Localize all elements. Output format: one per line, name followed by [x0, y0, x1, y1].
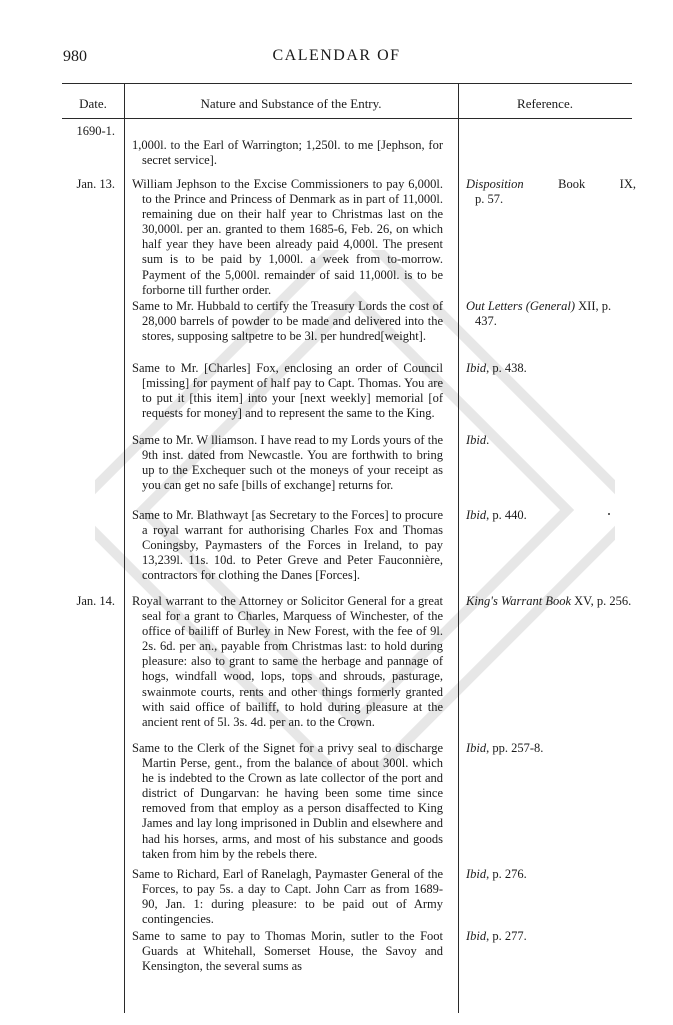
entry-date: Jan. 14.: [76, 594, 115, 608]
reference-title: Ibid: [466, 929, 487, 943]
reference-title: Out Letters (General): [466, 299, 576, 313]
reference-rest: , p. 438.: [486, 361, 527, 375]
entry-date: Jan. 13.: [76, 177, 115, 191]
reference-title: Ibid: [466, 741, 487, 755]
stray-mark: [608, 513, 610, 515]
entry-text: Same to the Clerk of the Signet for a privy seal to discharge Martin Perse, gent., from the balance of about 300l. which he is indebted to the Crown as late collector of the port and district of Dungarvan: he having been some time since removed from that employ as a person disaffected to King James and lay long imprisoned in Dublin and elsewhere and had his horses, arms, and most of his substance and goods taken from him by the rebels there.: [132, 741, 443, 861]
reference-rest: XII, p. 437.: [475, 299, 612, 328]
reference-rest: XV, p. 256.: [571, 594, 632, 608]
entry-reference: [466, 299, 636, 329]
column-header-reference: Reference.: [517, 96, 573, 111]
entry-reference: [466, 508, 636, 523]
entry-reference: [466, 929, 636, 944]
reference-volume: IX,: [619, 177, 636, 191]
running-head: CALENDAR OF: [272, 47, 401, 64]
entry-text: Royal warrant to the Attorney or Solicitor General for a great seal for a grant to Charles, Marquess of Winchester, of the office of bailiff of Burley in New Forest, with the fee of 9l. 2s. 6d. per an., payable from Christmas last: to hold during pleasure: also to grant to same the herbage and pannage of hogs, windfall wood, lops, tops and shrouds, pasturage, swainmote courts, rents and other things formerly granted with said office of bailiff, to hold during pleasure at the ancient rent of 5l. 3s. 4d. per an. to the Crown.: [132, 594, 443, 729]
column-header-nature: Nature and Substance of the Entry.: [200, 96, 382, 111]
reference-title: King's Warrant Book: [466, 594, 571, 608]
column-header-date: Date.: [79, 96, 107, 111]
entry-reference: [466, 867, 636, 882]
reference-title: Disposition: [466, 177, 524, 191]
entry-text: Same to same to pay to Thomas Morin, sutler to the Foot Guards at Whitehall, Somerset House, the Savoy and Kensington, the several sums as: [132, 929, 443, 974]
reference-title: Ibid: [466, 361, 487, 375]
entry-text: Same to Mr. Hubbald to certify the Treasury Lords the cost of 28,000 barrels of powder to be made and delivered into the stores, supposing saltpetre to be 3l. per hundred[weight].: [132, 299, 443, 344]
entry-text: Same to Mr. [Charles] Fox, enclosing an order of Council [missing] for payment of half pay to Capt. Thomas. You are to put it [this item] into your [next weekly] memorial [of requests for money] and to represent the same to the King.: [132, 361, 443, 421]
column-divider-date: [124, 83, 125, 1013]
reference-title: Ibid: [466, 867, 487, 881]
entry-reference: [466, 594, 636, 609]
entry-reference: [466, 361, 636, 376]
reference-rest: , p. 440.: [486, 508, 527, 522]
entry-reference: [466, 177, 636, 207]
entry-text: Same to Mr. W lliamson. I have read to my Lords yours of the 9th inst. dated from Newcastle. You are forthwith to bring up to the Exchequer such ot the moneys of your receipt as you can get no safe [bills of exchange] returns for.: [132, 433, 443, 493]
entry-text: Same to Richard, Earl of Ranelagh, Paymaster General of the Forces, to pay 5s. a day to Capt. John Carr as from 1689-90, Jan. 1: during pleasure: to be paid out of Army contingencies.: [132, 867, 443, 927]
column-divider-reference: [458, 83, 459, 1013]
reference-rest: , pp. 257-8.: [486, 741, 544, 755]
entry-date: 1690-1.: [76, 124, 115, 138]
reference-title: Ibid: [466, 508, 487, 522]
entry-reference: [466, 741, 636, 756]
reference-rest: , p. 276.: [486, 867, 527, 881]
reference-rest: , p. 277.: [486, 929, 527, 943]
entry-text: 1,000l. to the Earl of Warrington; 1,250l. to me [Jephson, for secret service].: [132, 138, 443, 168]
table-header-rule: [62, 118, 632, 119]
reference-book: Book: [558, 177, 586, 191]
entry-text: William Jephson to the Excise Commissioners to pay 6,000l. to the Prince and Princess of Denmark as in part of 11,000l. remaining due on their half year to Christmas last on the 30,000l. per an. granted to them 1685-6, Feb. 26, on which half year they have been already paid 4,000l. The present sum is to be paid by 1,000l. a week from to-morrow. Payment of the 5,000l. remainder of said 11,000l. is to be forborne till further order.: [132, 177, 443, 297]
page-number: 980: [63, 48, 87, 65]
entry-reference: [466, 433, 636, 448]
reference-title: Ibid: [466, 433, 487, 447]
entry-text: Same to Mr. Blathwayt [as Secretary to the Forces] to procure a royal warrant for authorising Charles Fox and Thomas Coningsby, Paymasters of the Forces in Ireland, to pay 13,239l. 11s. 10d. to Peter Greve and Peter Fauconnière, contractors for clothing the Danes [Forces].: [132, 508, 443, 583]
table-top-rule: [62, 83, 632, 84]
reference-page: p. 57.: [475, 192, 504, 206]
reference-rest: .: [486, 433, 490, 447]
